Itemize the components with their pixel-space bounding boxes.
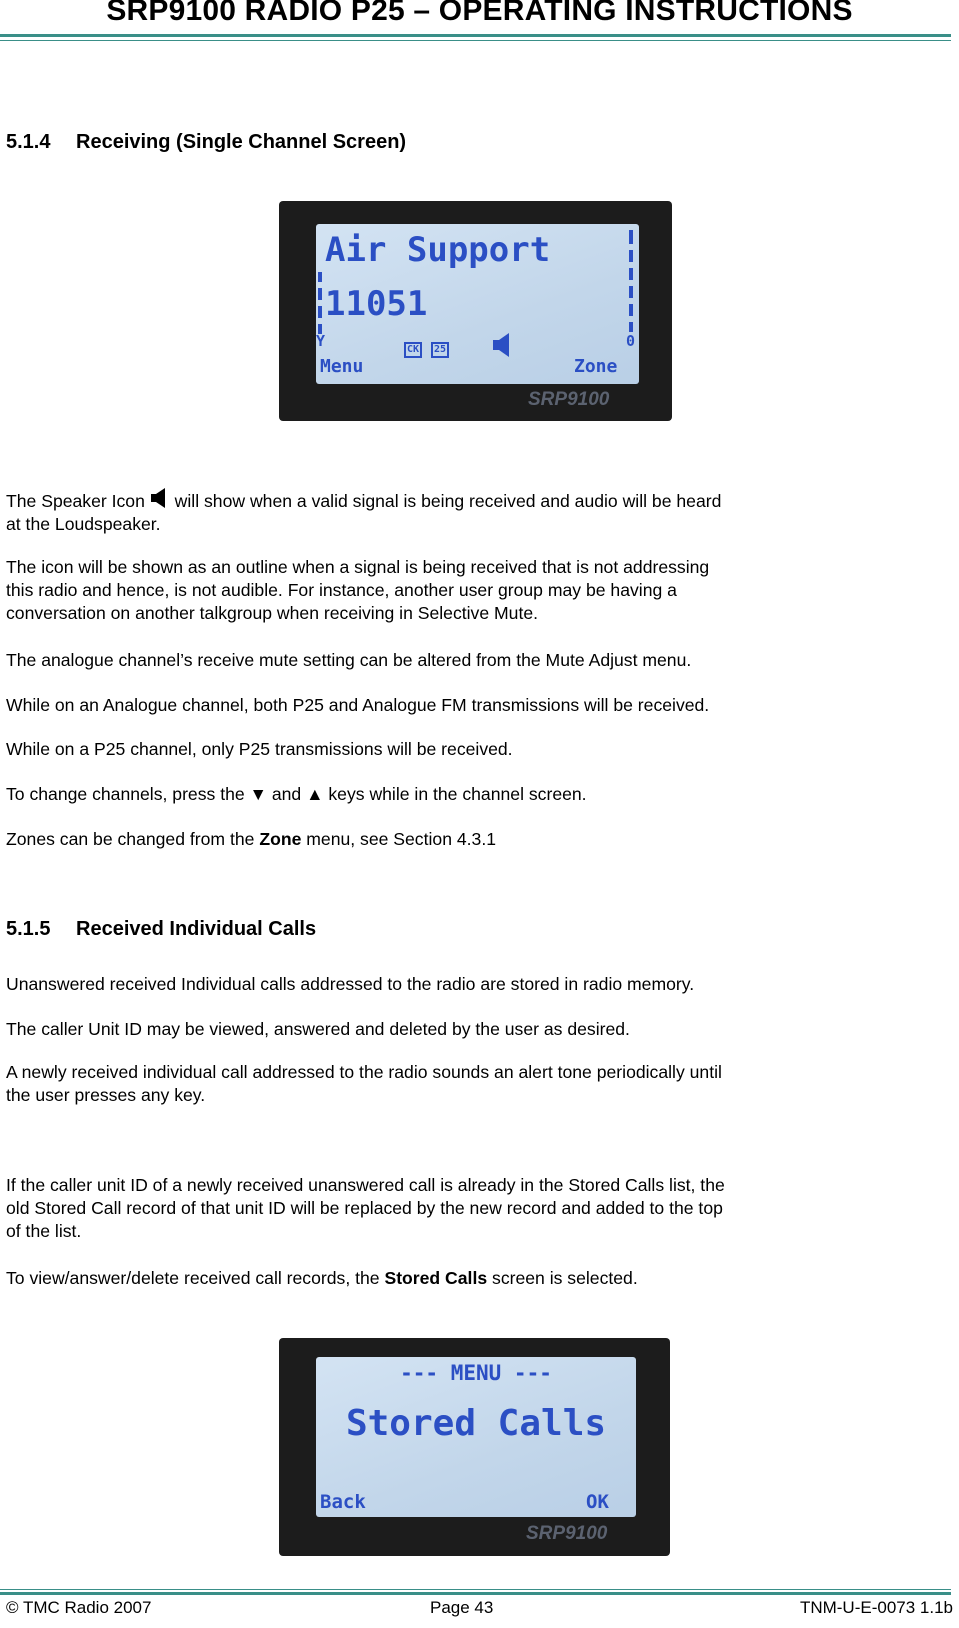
text-span: Zones can be changed from the [6,829,255,849]
battery-icon: 0 [626,332,636,350]
menu-item-stored-calls: Stored Calls [345,1403,607,1444]
brand-logo: SRP9100 [526,1523,608,1544]
mode-icon-clear: CK [404,342,422,358]
speaker-icon [150,487,170,509]
paragraph-alert-tone [6,1061,946,1107]
text-span: will show when a valid signal is being received and audio will be heard [174,491,722,511]
battery-bar-segment [629,230,633,244]
footer-rule [0,1592,951,1595]
lcd-display [316,224,639,384]
battery-bar-segment [629,322,633,332]
rssi-bar-segment [318,306,322,318]
text-span: screen is selected. [492,1268,638,1288]
lcd-display [316,1357,636,1517]
rssi-bar-segment [318,272,322,282]
radio-screen-menu [279,1338,670,1556]
footer-doc-id: TNM-U-E-0073 1.1b [799,1598,953,1617]
softkey-zone: Zone [574,356,618,377]
text-line: old Stored Call record of that unit ID will be replaced by the new record and added to the top [6,1198,723,1218]
section-heading-5-1-4 [6,131,406,154]
battery-bar-segment [629,304,633,316]
paragraph-zones [6,828,946,851]
text-span: at the Loudspeaker. [6,514,161,534]
text-line: of the list. [6,1221,82,1241]
paragraph-caller-id: The caller Unit ID may be viewed, answered and deleted by the user as desired. [6,1019,630,1039]
section-heading-5-1-5 [6,918,316,941]
text-line: The icon will be shown as an outline when a signal is being received that is not addressing [6,557,710,577]
footer-page-number: Page 43 [430,1598,494,1617]
antenna-icon: Y [316,332,326,350]
channel-name: Air Support [325,230,551,270]
header-rule-thin [0,40,951,41]
page-header-title: SRP9100 RADIO P25 – OPERATING INSTRUCTIONS [106,0,853,27]
text-span: To view/answer/delete received call records, the [6,1268,380,1288]
battery-bar-segment [629,250,633,262]
paragraph-outline-icon [6,556,946,625]
stored-calls-reference: Stored Calls [384,1268,488,1288]
paragraph-view-records [6,1267,946,1290]
section-title: Receiving (Single Channel Screen) [76,131,407,153]
softkey-ok: OK [586,1491,609,1513]
header-rule [0,34,951,37]
channel-number: 11051 [325,284,428,324]
text-line: the user presses any key. [6,1085,206,1105]
text-line: A newly received individual call addressed to the radio sounds an alert tone periodically until [6,1062,722,1082]
footer-rule-thin [0,1589,951,1590]
rssi-bar-segment [318,288,322,300]
section-title: Received Individual Calls [76,918,317,940]
softkey-back: Back [320,1491,366,1513]
speaker-icon [492,332,512,358]
radio-screen-channel [279,201,672,421]
battery-bar-segment [629,286,633,298]
zone-menu-reference: Zone [259,829,302,849]
paragraph-analogue-channel: While on an Analogue channel, both P25 and Analogue FM transmissions will be received. [6,695,710,715]
paragraph-change-channels: To change channels, press the ▼ and ▲ keys while in the channel screen. [6,784,587,804]
section-number: 5.1.4 [6,131,51,153]
brand-logo: SRP9100 [528,389,610,410]
text-line: conversation on another talkgroup when receiving in Selective Mute. [6,603,539,623]
footer-copyright: © TMC Radio 2007 [6,1598,152,1617]
paragraph-p25-channel: While on a P25 channel, only P25 transmissions will be received. [6,739,513,759]
section-number: 5.1.5 [6,918,51,940]
battery-bar-segment [629,268,633,280]
text-line: If the caller unit ID of a newly received unanswered call is already in the Stored Calls list, the [6,1175,725,1195]
menu-header: --- MENU --- [400,1361,552,1385]
mode-icon-p25: 25 [431,342,449,358]
text-line: this radio and hence, is not audible. For instance, another user group may be having a [6,580,677,600]
text-span: menu, see Section 4.3.1 [306,829,496,849]
paragraph-replaced-record [6,1174,946,1243]
paragraph-stored-memory: Unanswered received Individual calls addressed to the radio are stored in radio memory. [6,974,695,994]
paragraph-mute-adjust: The analogue channel’s receive mute setting can be altered from the Mute Adjust menu. [6,650,692,670]
paragraph-speaker-icon [6,487,946,536]
text-span: The Speaker Icon [6,491,145,511]
softkey-menu: Menu [320,356,364,377]
